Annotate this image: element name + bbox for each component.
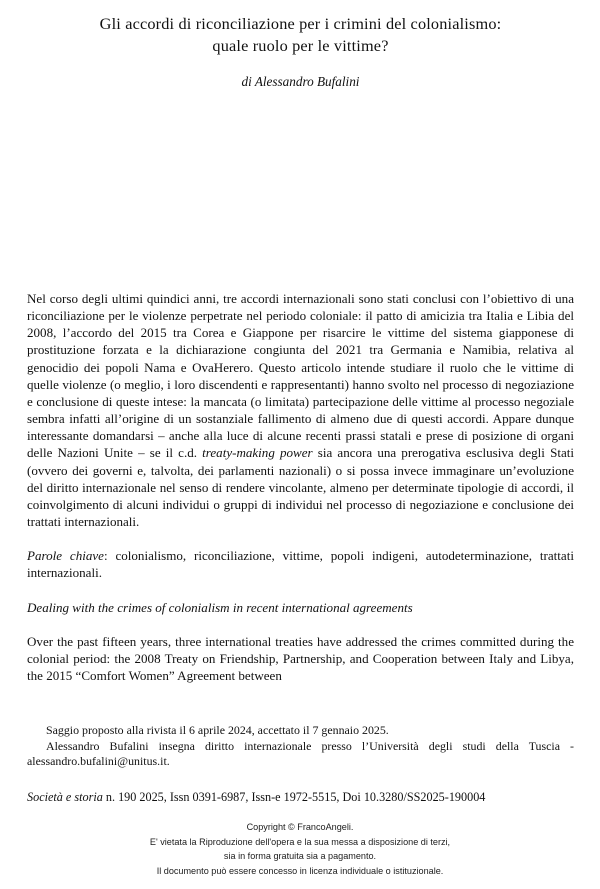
abstract-paragraph-italian xyxy=(27,290,574,530)
english-abstract-paragraph: Over the past fifteen years, three international treaties have addressed the crimes committed during the colonial period: the 2008 Treaty on Friendship, Partnership, and Cooperation between Italy and Libya, the 2015 “Comfort Women” Agreement between xyxy=(27,633,574,684)
copyright-line-1: Copyright © FrancoAngeli. xyxy=(246,822,354,832)
journal-name: Società e storia xyxy=(27,790,103,804)
title-line-2: quale ruolo per le vittime? xyxy=(212,35,389,55)
copyright-line-2: E' vietata la Riproduzione dell'opera e la sua messa a disposizione di terzi, xyxy=(149,836,451,847)
title-block xyxy=(27,13,574,90)
abstract-text-head: Nel corso degli ultimi quindici anni, tre accordi internazionali sono stati conclusi con l’obiettivo di una riconciliazione per le violenze perpetrate nel periodo coloniale: il patto di amicizia tra Italia e Libia del 2008, l’accordo del 2015 tra Corea e Giappone per risarcire le vittime del sistema giapponese di prostituzione forzata e la dichiarazione congiunta del 2021 tra Germania e Namibia, relativa al genocidio dei popoli Nama e OvaHerero. Questo articolo intende studiare il ruolo che le vittime di quelle violenze (o meglio, i loro discendenti e rappresentanti) hanno svolto nel processo di negoziazione e conclusione di queste intese: la mancata (o limitata) partecipazione delle vittime al processo negoziale sembra infatti all’origine di un sostanziale fallimento di almeno due di questi accordi. Appare dunque interessante domandarsi – anche alla luce di alcune recenti prassi statali e prese di posizione di organi delle Nazioni Unite – se il c.d. xyxy=(27,291,574,461)
abstract-text-tail: sia ancora una prerogativa esclusiva degli Stati (ovvero dei governi e, talvolta, dei parlamenti nazionali) o si possa invece immaginare un’evoluzione del diritto internazionale nel senso di rendere vincolante, almeno per determinate tipologie di accordi, il coinvolgimento di alcuni individui o gruppi di individui nel processo di negoziazione e conclusione dei trattati internazionali. xyxy=(27,445,574,530)
english-section-heading: Dealing with the crimes of colonialism in recent international agreements xyxy=(27,599,413,615)
footnote-block xyxy=(27,723,574,770)
journal-issue-identifiers: n. 190 2025, Issn 0391-6987, Issn-e 1972-5515, Doi 10.3280/SS2025-190004 xyxy=(102,790,486,804)
keywords-list: : colonialismo, riconciliazione, vittime, popoli indigeni, autodeterminazione, trattati internazionali. xyxy=(27,548,574,581)
author-byline: di Alessandro Bufalini xyxy=(241,74,360,89)
copyright-line-3: sia in forma gratuita sia a pagamento. xyxy=(223,851,377,862)
body-content xyxy=(27,290,574,684)
journal-citation xyxy=(27,789,574,805)
footnote-author-affiliation: Alessandro Bufalini insegna diritto internazionale presso l’Università degli studi della Tuscia - alessandro.bufalini@unitus.it. xyxy=(27,738,574,768)
copyright-notice xyxy=(0,820,600,878)
keywords-paragraph xyxy=(27,547,574,581)
abstract-term-treaty-making-power: treaty-making power xyxy=(202,445,313,461)
page-title xyxy=(27,13,574,56)
copyright-line-4: Il documento può essere concesso in licenza individuale o istituzionale. xyxy=(156,865,444,876)
title-line-1: Gli accordi di riconciliazione per i crimini del colonialismo: xyxy=(99,14,502,33)
keywords-label: Parole chiave xyxy=(27,548,104,564)
footnote-submission-dates: Saggio proposto alla rivista il 6 aprile 2024, accettato il 7 gennaio 2025. xyxy=(46,723,389,737)
